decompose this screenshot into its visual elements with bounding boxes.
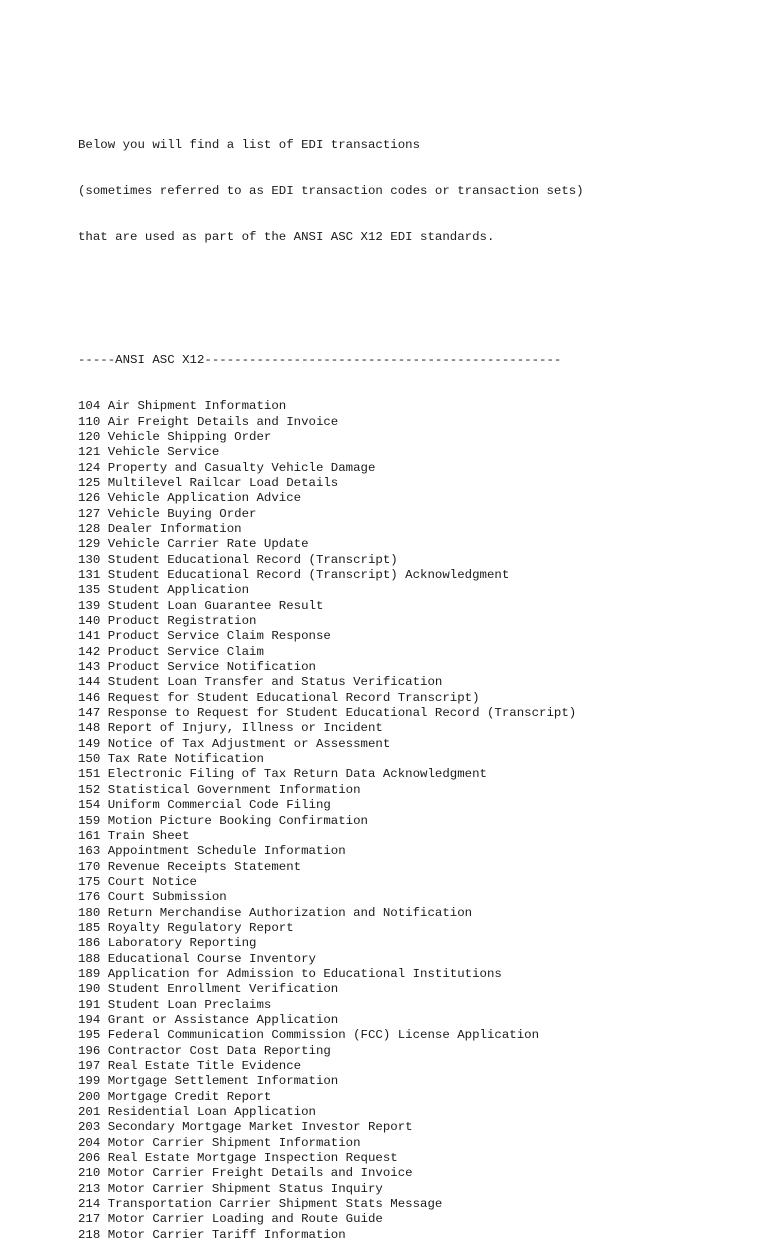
- transaction-item: 139 Student Loan Guarantee Result: [78, 598, 324, 613]
- transaction-item: 204 Motor Carrier Shipment Information: [78, 1135, 361, 1150]
- transaction-item: 217 Motor Carrier Loading and Route Guide: [78, 1212, 383, 1227]
- transaction-item: 185 Royalty Regulatory Report: [78, 920, 294, 935]
- transaction-item: 129 Vehicle Carrier Rate Update: [78, 537, 309, 552]
- transaction-item: 143 Product Service Notification: [78, 660, 316, 675]
- transaction-item: 148 Report of Injury, Illness or Incident: [78, 721, 383, 736]
- transaction-item: 201 Residential Loan Application: [78, 1105, 316, 1120]
- transaction-item: 159 Motion Picture Booking Confirmation: [78, 813, 368, 828]
- transaction-item: 146 Request for Student Educational Record Transcript): [78, 690, 480, 705]
- transaction-item: 127 Vehicle Buying Order: [78, 506, 257, 521]
- transaction-item: 140 Product Registration: [78, 614, 257, 629]
- document-body: [78, 77, 758, 1258]
- transaction-item: 152 Statistical Government Information: [78, 782, 361, 797]
- transaction-item: 144 Student Loan Transfer and Status Verification: [78, 675, 443, 690]
- transaction-item: 141 Product Service Claim Response: [78, 629, 331, 644]
- transaction-item: 120 Vehicle Shipping Order: [78, 429, 272, 444]
- transaction-item: 150 Tax Rate Notification: [78, 752, 264, 767]
- transaction-item: 195 Federal Communication Commission (FCC) License Application: [78, 1028, 540, 1043]
- transaction-item: 203 Secondary Mortgage Market Investor Report: [78, 1120, 413, 1135]
- blank-line: [78, 307, 758, 322]
- transaction-item: 200 Mortgage Credit Report: [78, 1089, 272, 1104]
- transaction-item: 210 Motor Carrier Freight Details and Invoice: [78, 1166, 413, 1181]
- transaction-item: 147 Response to Request for Student Educational Record (Transcript): [78, 706, 577, 721]
- transaction-item: 180 Return Merchandise Authorization and Notification: [78, 905, 473, 920]
- transaction-item: 124 Property and Casualty Vehicle Damage: [78, 460, 376, 475]
- intro-line: that are used as part of the ANSI ASC X12 EDI standards.: [78, 230, 495, 245]
- transaction-item: 161 Train Sheet: [78, 828, 190, 843]
- transaction-item: 170 Revenue Receipts Statement: [78, 859, 302, 874]
- transaction-item: 214 Transportation Carrier Shipment Stats Message: [78, 1197, 443, 1212]
- transaction-list: [78, 399, 758, 1243]
- transaction-item: 176 Court Submission: [78, 890, 227, 905]
- section-header: -----ANSI ASC X12------------------------------------------------: [78, 353, 562, 368]
- transaction-item: 126 Vehicle Application Advice: [78, 491, 302, 506]
- transaction-item: 151 Electronic Filing of Tax Return Data Acknowledgment: [78, 767, 487, 782]
- transaction-item: 121 Vehicle Service: [78, 445, 220, 460]
- transaction-item: 130 Student Educational Record (Transcript): [78, 552, 398, 567]
- transaction-item: 196 Contractor Cost Data Reporting: [78, 1043, 331, 1058]
- transaction-item: 191 Student Loan Preclaims: [78, 997, 272, 1012]
- transaction-item: 190 Student Enrollment Verification: [78, 982, 339, 997]
- transaction-item: 189 Application for Admission to Educational Institutions: [78, 966, 502, 981]
- transaction-item: 188 Educational Course Inventory: [78, 951, 316, 966]
- transaction-item: 135 Student Application: [78, 583, 250, 598]
- intro-line: Below you will find a list of EDI transactions: [78, 138, 421, 153]
- intro-paragraph: [78, 108, 758, 277]
- transaction-item: 110 Air Freight Details and Invoice: [78, 414, 339, 429]
- transaction-item: 128 Dealer Information: [78, 521, 242, 536]
- transaction-item: 149 Notice of Tax Adjustment or Assessment: [78, 736, 391, 751]
- transaction-item: 197 Real Estate Title Evidence: [78, 1059, 302, 1073]
- intro-line: (sometimes referred to as EDI transaction codes or transaction sets): [78, 184, 584, 199]
- transaction-item: 199 Mortgage Settlement Information: [78, 1074, 339, 1089]
- transaction-item: 163 Appointment Schedule Information: [78, 844, 346, 859]
- transaction-item: 131 Student Educational Record (Transcript) Acknowledgment: [78, 568, 510, 582]
- transaction-item: 206 Real Estate Mortgage Inspection Request: [78, 1151, 398, 1166]
- transaction-item: 125 Multilevel Railcar Load Details: [78, 475, 339, 490]
- transaction-item: 194 Grant or Assistance Application: [78, 1012, 339, 1027]
- transaction-item: 186 Laboratory Reporting: [78, 936, 257, 951]
- transaction-item: 213 Motor Carrier Shipment Status Inquiry: [78, 1181, 383, 1196]
- transaction-item: 142 Product Service Claim: [78, 644, 264, 659]
- transaction-item: 104 Air Shipment Information: [78, 399, 287, 414]
- transaction-item: 175 Court Notice: [78, 874, 197, 889]
- transaction-item: 154 Uniform Commercial Code Filing: [78, 798, 331, 813]
- transaction-item: 218 Motor Carrier Tariff Information: [78, 1227, 346, 1242]
